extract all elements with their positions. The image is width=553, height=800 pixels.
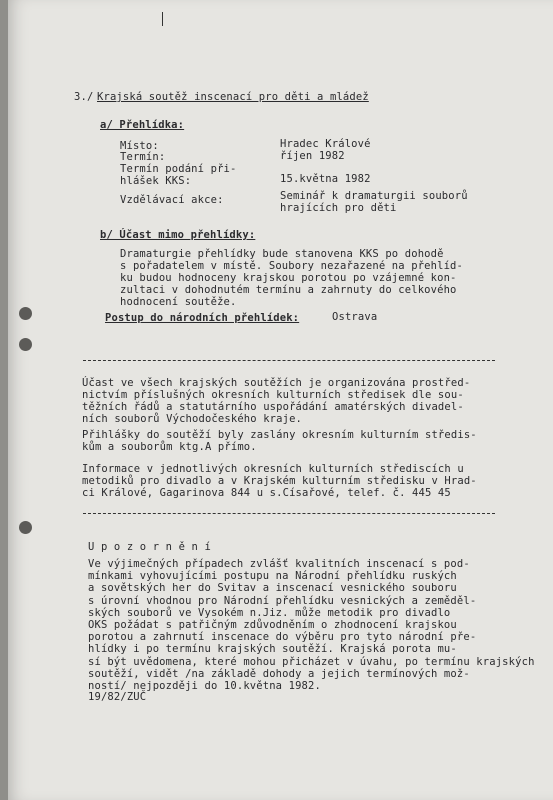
row-key-misto: Místo: [120,140,159,152]
row-value-misto: Hradec Králové [280,138,371,150]
section-b-body: Dramaturgie přehlídky bude stanovena KKS po dohodě s pořadatelem v místě. Soubory nezařazené na přehlíd- ku budou hodnoceny krajskou porotou po vzájemné kon- zultaci v dohodnutém termínu a zahrnuty do celkového hodnocení soutěže. [120,248,463,308]
margin-mark [162,12,163,26]
row-key-termin: Termín: [120,151,166,163]
document-page [8,0,553,800]
row-key-vzdelavaci: Vzdělávací akce: [120,194,224,206]
row-value-vzdelavaci: Seminář k dramaturgii souborů hrajících pro děti [280,190,468,214]
row-key-prihlasky: Termín podání při- hlášek KKS: [120,163,237,187]
notice-body: Ve výjimečných případech zvlášť kvalitních inscenací s pod- mínkami vyhovujícími postupu na Národní přehlídku ruských a sovětských her do Svitav a inscenací vesnického souboru s úrovní vhodnou pro Národní přehlídku vesnických a zeměděl- ských souborů ve Vysokém n.Jiz. může metodik pro divadlo OKS požádat s patřičným zdůvodněním o zhodnocení krajskou porotou a zahrnutí inscenace do výběru pro tyto národní pře- hlídky i po termínu krajských soutěží. Krajská porota mu- sí být uvědomena, které mohou přicházet v úvahu, po termínu krajských soutěží, vidět /na základě dohody a jejich termínových mož- ností/ nejpozději do 10.května 1982. [88,558,535,693]
info-paragraph-2: Přihlášky do soutěží byly zaslány okresním kulturním středis- kům a souborům ktg.A přímo. [82,429,477,453]
divider [83,513,495,514]
heading-marker: 3./ [74,91,94,103]
postup-value: Ostrava [332,311,378,323]
document-code: 19/82/ZUČ [88,691,147,703]
notice-title: U p o z o r n ě n í [88,541,211,553]
info-paragraph-3: Informace v jednotlivých okresních kulturních střediscích u metodiků pro divadlo a v Krajském kulturním středisku v Hrad- ci Králové, Gagarinova 844 u s.Císařové, telef. č. 445 45 [82,463,477,499]
punch-hole [19,521,32,534]
divider [83,360,495,361]
section-a-label: a/ Přehlídka: [100,119,185,131]
punch-hole [19,338,32,351]
heading-title: Krajská soutěž inscenací pro děti a mládež [97,91,369,103]
postup-label: Postup do národních přehlídek: [105,312,300,324]
row-value-termin: říjen 1982 [280,150,345,162]
row-value-prihlasky: 15.května 1982 [280,173,371,185]
info-paragraph-1: Účast ve všech krajských soutěžích je organizována prostřed- nictvím příslušných okresních kulturních středisek dle sou- těžních řádů a statutárního uspořádání amatérských divadel- ních souborů Východočeského kraje. [82,377,471,425]
punch-hole [19,307,32,320]
section-b-label: b/ Účast mimo přehlídky: [100,229,256,241]
